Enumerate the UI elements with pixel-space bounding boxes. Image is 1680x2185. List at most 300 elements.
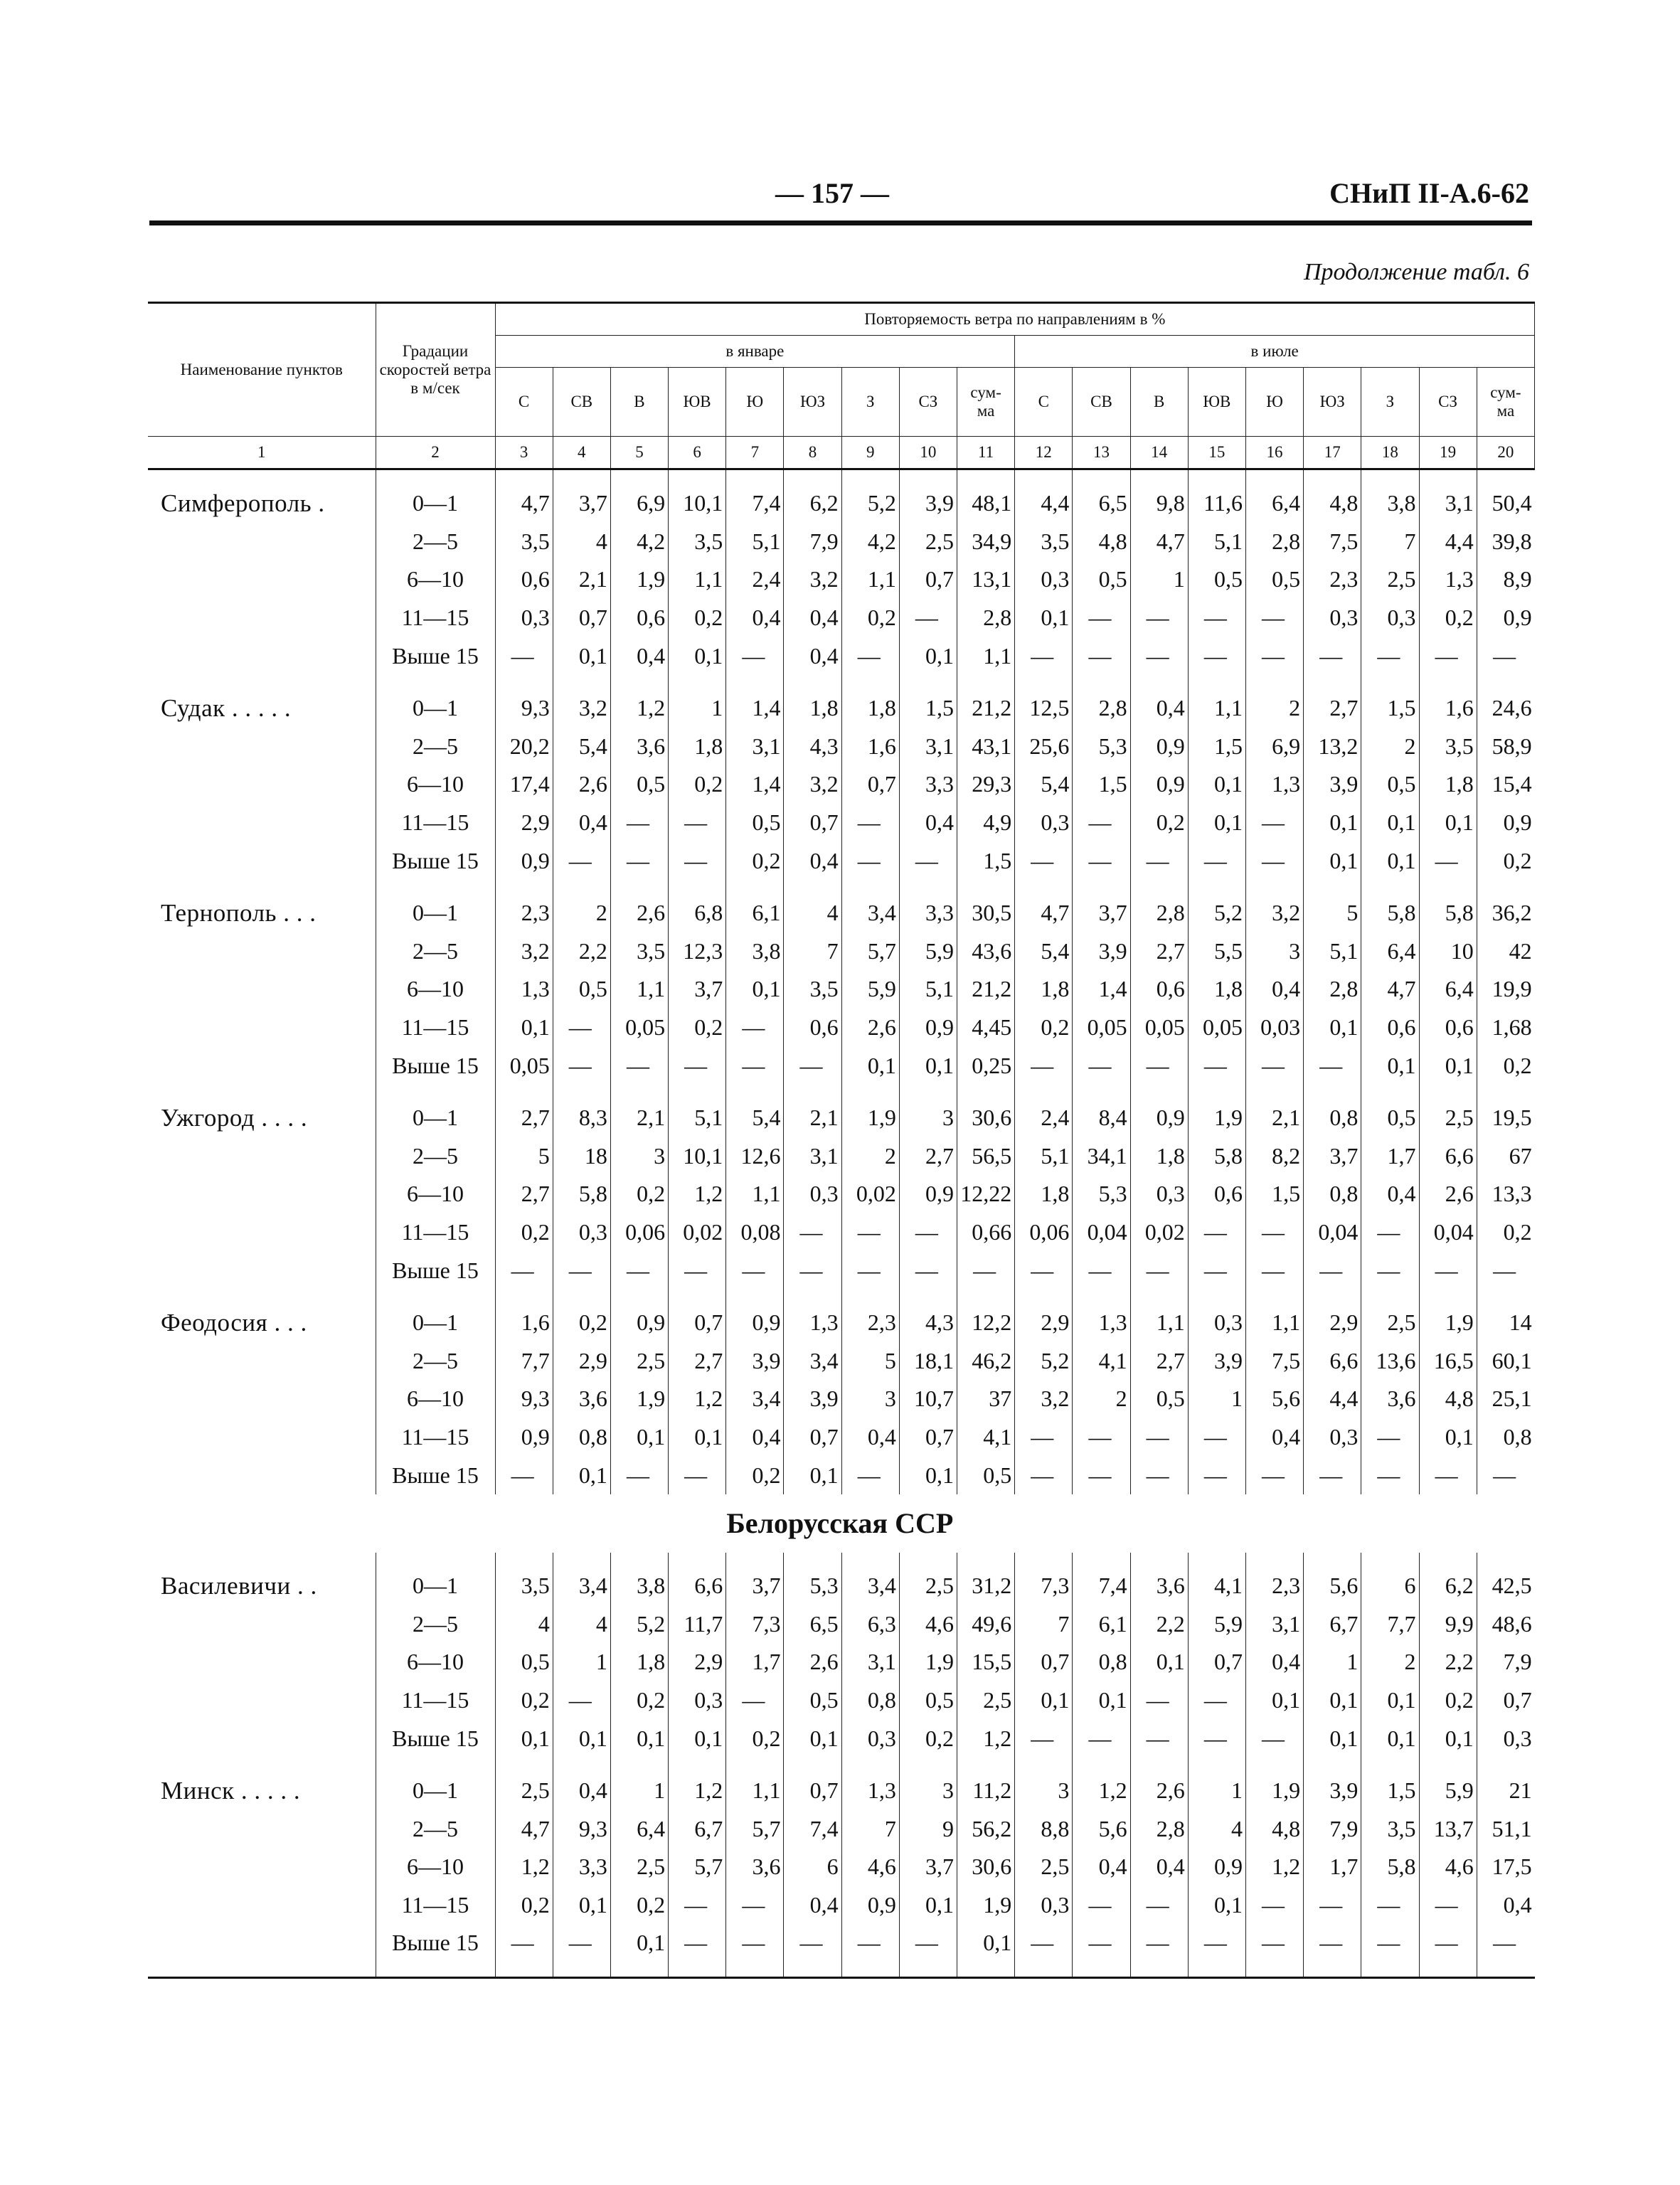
value-cell: — [669,841,726,880]
value-cell: — [841,804,899,842]
speed-gradation: 6—10 [376,970,495,1009]
value-cell: 6,7 [1304,1605,1361,1643]
value-cell: — [495,637,553,675]
value-cell: 2,1 [1245,1099,1303,1137]
value-cell: — [1073,599,1130,637]
value-cell: 0,3 [1015,560,1073,599]
header-direction: СЗ [899,368,957,437]
value-cell: 2,5 [1361,1304,1419,1342]
value-cell: 0,1 [1188,765,1245,804]
header-direction: СВ [553,368,610,437]
value-cell: 0,9 [899,1009,957,1047]
header-column-number: 7 [726,437,784,469]
value-cell: 3,5 [1419,728,1477,766]
value-cell: 4,1 [957,1418,1015,1457]
value-cell: 2,2 [553,932,610,971]
value-cell: 1,2 [1245,1848,1303,1886]
value-cell: 1 [1304,1643,1361,1681]
value-cell: 5,4 [1015,765,1073,804]
value-cell: 3,2 [495,932,553,971]
value-cell: 6,1 [726,894,784,932]
value-cell: 3,7 [669,970,726,1009]
station-name: Ужгород . . . . [161,1103,308,1132]
table-row [148,1418,1535,1457]
value-cell: 1,8 [1188,970,1245,1009]
table-header [148,303,1535,469]
value-cell: 0,5 [553,970,610,1009]
value-cell: 4 [553,1605,610,1643]
value-cell: 5,8 [1188,1137,1245,1176]
value-cell: 0,7 [1188,1643,1245,1681]
value-cell: 9,8 [1130,484,1188,523]
value-cell: 3 [899,1772,957,1810]
value-cell: 5,2 [610,1605,668,1643]
value-cell: 0,1 [669,637,726,675]
speed-gradation: 2—5 [376,1137,495,1176]
value-cell: — [553,1681,610,1720]
value-cell: 1,7 [1304,1848,1361,1886]
value-cell: 3 [841,1380,899,1418]
header-column-number: 1 [148,437,376,469]
value-cell: 3,5 [495,1567,553,1605]
value-cell: 36,2 [1477,894,1534,932]
value-cell: 5,7 [841,932,899,971]
value-cell: 0,2 [899,1719,957,1758]
value-cell: 0,1 [669,1418,726,1457]
value-cell: 1,1 [1245,1304,1303,1342]
value-cell: — [1188,1046,1245,1085]
value-cell: 2,7 [1130,932,1188,971]
speed-gradation: 6—10 [376,560,495,599]
value-cell: 6,6 [1304,1341,1361,1380]
value-cell: 2,3 [1245,1567,1303,1605]
value-cell: — [899,599,957,637]
value-cell: 8,9 [1477,560,1534,599]
value-cell: 3,5 [784,970,841,1009]
value-cell: 14 [1477,1304,1534,1342]
value-cell: 0,2 [1015,1009,1073,1047]
value-cell: 30,5 [957,894,1015,932]
value-cell: 0,3 [1304,1418,1361,1457]
value-cell: 0,8 [553,1418,610,1457]
value-cell: — [841,1251,899,1290]
value-cell: 0,3 [784,1175,841,1213]
table-row [148,1681,1535,1720]
speed-gradation: Выше 15 [376,1251,495,1290]
value-cell: 0,7 [784,804,841,842]
value-cell: — [1419,841,1477,880]
value-cell: 3,9 [899,484,957,523]
value-cell: — [841,1924,899,1962]
value-cell: 12,6 [726,1137,784,1176]
station-name-empty [148,1380,376,1418]
value-cell: 2,8 [957,599,1015,637]
header-direction: ЮЗ [784,368,841,437]
value-cell: — [1477,1251,1534,1290]
value-cell: 0,9 [1188,1848,1245,1886]
value-cell: 1 [553,1643,610,1681]
header-direction: СЗ [1419,368,1477,437]
station-name-empty [148,1213,376,1252]
value-cell: 2,3 [495,894,553,932]
value-cell: 7,9 [1304,1809,1361,1848]
value-cell: 2,2 [1130,1605,1188,1643]
value-cell: 1,3 [841,1772,899,1810]
value-cell: 7,4 [726,484,784,523]
value-cell: 1,1 [610,970,668,1009]
speed-gradation: 6—10 [376,1380,495,1418]
value-cell: 5,4 [1015,932,1073,971]
value-cell: — [1361,1213,1419,1252]
value-cell: 2,6 [784,1643,841,1681]
value-cell: — [899,1251,957,1290]
value-cell: 1,8 [610,1643,668,1681]
speed-gradation: 11—15 [376,1213,495,1252]
speed-gradation: 2—5 [376,932,495,971]
value-cell: — [1188,599,1245,637]
value-cell: — [1130,1924,1188,1962]
table-row [148,932,1535,971]
speed-gradation: 6—10 [376,1175,495,1213]
value-cell: 1,5 [957,841,1015,880]
value-cell: 0,1 [1304,804,1361,842]
table-row [148,1605,1535,1643]
value-cell: — [1477,1924,1534,1962]
value-cell: 1,4 [726,689,784,728]
table-row [148,894,1535,932]
value-cell: — [1304,1251,1361,1290]
value-cell: 6,2 [784,484,841,523]
value-cell: 0,06 [610,1213,668,1252]
header-column-number: 10 [899,437,957,469]
station-name-empty [148,1418,376,1457]
value-cell: 3,8 [610,1567,668,1605]
value-cell: 5,7 [669,1848,726,1886]
speed-gradation: 0—1 [376,1099,495,1137]
value-cell: 0,66 [957,1213,1015,1252]
header-direction: З [1361,368,1419,437]
value-cell: 4,4 [1304,1380,1361,1418]
value-cell: 3 [610,1137,668,1176]
value-cell: 0,8 [1304,1099,1361,1137]
value-cell: — [553,1924,610,1962]
value-cell: 0,3 [495,599,553,637]
value-cell: 3,3 [899,765,957,804]
station-name: Симферополь . [161,489,325,517]
value-cell: 0,3 [1477,1719,1534,1758]
value-cell: 0,1 [957,1924,1015,1962]
value-cell: 3,7 [553,484,610,523]
value-cell: 0,2 [726,1719,784,1758]
value-cell: — [495,1251,553,1290]
value-cell: 3,7 [899,1848,957,1886]
header-column-number: 2 [376,437,495,469]
header-direction: В [1130,368,1188,437]
speed-gradation: Выше 15 [376,1046,495,1085]
table-row [148,970,1535,1009]
value-cell: 0,4 [841,1418,899,1457]
value-cell: 3,7 [1304,1137,1361,1176]
value-cell: 1,8 [1015,1175,1073,1213]
value-cell: 0,9 [726,1304,784,1342]
value-cell: 1 [610,1772,668,1810]
value-cell: — [610,1456,668,1494]
value-cell: 19,9 [1477,970,1534,1009]
value-cell: 1,6 [495,1304,553,1342]
value-cell: 1,8 [784,689,841,728]
value-cell: 0,05 [610,1009,668,1047]
station-name-empty [148,765,376,804]
value-cell: 2,8 [1130,894,1188,932]
table-row [148,1009,1535,1047]
value-cell: 7,3 [726,1605,784,1643]
value-cell: 0,2 [669,1009,726,1047]
value-cell: — [1245,1046,1303,1085]
value-cell: 1,5 [1073,765,1130,804]
value-cell: 0,1 [784,1456,841,1494]
value-cell: 0,7 [841,765,899,804]
header-column-number: 11 [957,437,1015,469]
table-row [148,1772,1535,1810]
value-cell: 0,1 [784,1719,841,1758]
value-cell: 7,7 [1361,1605,1419,1643]
value-cell: — [726,1046,784,1085]
value-cell: 4 [784,894,841,932]
value-cell: 3,8 [1361,484,1419,523]
value-cell: — [841,1213,899,1252]
value-cell: 0,1 [899,1886,957,1925]
value-cell: 48,1 [957,484,1015,523]
value-cell: 4,1 [1188,1567,1245,1605]
table-row [148,1456,1535,1494]
value-cell: 12,22 [957,1175,1015,1213]
value-cell: 6,4 [1245,484,1303,523]
table-row [148,637,1535,675]
station-name-empty [148,1886,376,1925]
value-cell: — [1245,637,1303,675]
value-cell: — [1245,1924,1303,1962]
value-cell: — [1188,841,1245,880]
value-cell: 1,2 [669,1772,726,1810]
value-cell: 0,4 [553,804,610,842]
station-name-empty [148,1251,376,1290]
header-column-number: 5 [610,437,668,469]
value-cell: 0,2 [495,1681,553,1720]
value-cell: 2,8 [1073,689,1130,728]
value-cell: 4,8 [1304,484,1361,523]
value-cell: — [1304,1886,1361,1925]
value-cell: 5,9 [841,970,899,1009]
header-direction: СВ [1073,368,1130,437]
table-body [148,469,1535,1978]
value-cell: 0,3 [1188,1304,1245,1342]
value-cell: — [1245,1719,1303,1758]
station-name-empty [148,970,376,1009]
header-column-number: 8 [784,437,841,469]
value-cell: 0,1 [1419,1418,1477,1457]
value-cell: 0,4 [784,637,841,675]
value-cell: — [726,1886,784,1925]
value-cell: — [669,1046,726,1085]
header-column-number: 14 [1130,437,1188,469]
value-cell: — [1361,1456,1419,1494]
value-cell: 20,2 [495,728,553,766]
speed-gradation: Выше 15 [376,1456,495,1494]
value-cell: 0,4 [726,599,784,637]
value-cell: 0,4 [1245,1418,1303,1457]
table-row [148,765,1535,804]
value-cell: — [1015,1251,1073,1290]
value-cell: 3,1 [726,728,784,766]
value-cell: 8,3 [553,1099,610,1137]
value-cell: — [899,1213,957,1252]
value-cell: — [1477,1456,1534,1494]
value-cell: 0,5 [957,1456,1015,1494]
station-name-empty [148,804,376,842]
value-cell: 0,4 [1073,1848,1130,1886]
table-row [148,599,1535,637]
value-cell: 30,6 [957,1099,1015,1137]
value-cell: — [1073,1719,1130,1758]
value-cell: 0,9 [495,841,553,880]
value-cell: — [669,1456,726,1494]
station-name-empty [148,1924,376,1962]
value-cell: 19,5 [1477,1099,1534,1137]
value-cell: 43,1 [957,728,1015,766]
value-cell: 2,5 [610,1341,668,1380]
value-cell: — [1188,1924,1245,1962]
value-cell: 5 [495,1137,553,1176]
value-cell: 0,1 [1304,1681,1361,1720]
value-cell: 5,3 [1073,1175,1130,1213]
station-name: Минск . . . . . [161,1776,301,1804]
value-cell: 6,2 [1419,1567,1477,1605]
value-cell: 1,8 [1419,765,1477,804]
value-cell: 7 [784,932,841,971]
value-cell: 0,5 [495,1643,553,1681]
value-cell: 18 [553,1137,610,1176]
value-cell: 21 [1477,1772,1534,1810]
speed-gradation: 2—5 [376,523,495,561]
value-cell: — [495,1924,553,1962]
value-cell: 0,1 [495,1009,553,1047]
value-cell: 0,2 [1419,1681,1477,1720]
value-cell: 4,45 [957,1009,1015,1047]
speed-gradation: 11—15 [376,1009,495,1047]
value-cell: — [1073,1251,1130,1290]
value-cell: 9,3 [495,1380,553,1418]
value-cell: — [1015,1046,1073,1085]
value-cell: — [726,1009,784,1047]
value-cell: 0,02 [669,1213,726,1252]
value-cell: 0,9 [495,1418,553,1457]
speed-gradation: 0—1 [376,894,495,932]
value-cell: 6,9 [610,484,668,523]
value-cell: 2,2 [1419,1643,1477,1681]
table-row [148,1809,1535,1848]
value-cell: 2,8 [1304,970,1361,1009]
value-cell: 13,1 [957,560,1015,599]
value-cell: 1 [1188,1380,1245,1418]
value-cell: 1,68 [1477,1009,1534,1047]
value-cell: — [1188,1456,1245,1494]
value-cell: 8,2 [1245,1137,1303,1176]
value-cell: — [1073,804,1130,842]
value-cell: 2,3 [841,1304,899,1342]
value-cell: — [726,1924,784,1962]
value-cell: 2,8 [1245,523,1303,561]
value-cell: 0,9 [1477,599,1534,637]
header-direction: С [1015,368,1073,437]
value-cell: 3,2 [784,560,841,599]
value-cell: 0,1 [610,1418,668,1457]
value-cell: 5,8 [553,1175,610,1213]
value-cell: 0,2 [1419,599,1477,637]
header-grad-column: Градации скоростей ветра в м/сек [376,303,495,437]
value-cell: 3,5 [495,523,553,561]
value-cell: 6,6 [669,1567,726,1605]
value-cell: 5,4 [726,1099,784,1137]
value-cell: 3,4 [784,1341,841,1380]
value-cell: 0,7 [669,1304,726,1342]
table-row [148,841,1535,880]
value-cell: 39,8 [1477,523,1534,561]
value-cell: — [1419,637,1477,675]
value-cell: 21,2 [957,689,1015,728]
value-cell: 0,4 [1245,1643,1303,1681]
value-cell: 0,2 [1477,841,1534,880]
value-cell: 7 [1361,523,1419,561]
value-cell: 6,6 [1419,1137,1477,1176]
header-column-number: 20 [1477,437,1534,469]
value-cell: 6,4 [610,1809,668,1848]
value-cell: 1,2 [610,689,668,728]
value-cell: 50,4 [1477,484,1534,523]
value-cell: 3,1 [1419,484,1477,523]
value-cell: — [1419,1924,1477,1962]
value-cell: 0,5 [1245,560,1303,599]
value-cell: 1 [1130,560,1188,599]
value-cell: 5,3 [1073,728,1130,766]
value-cell: 4,6 [841,1848,899,1886]
value-cell: 2,5 [957,1681,1015,1720]
value-cell: 3,2 [784,765,841,804]
value-cell: — [610,1046,668,1085]
value-cell: — [1073,1418,1130,1457]
value-cell: 2,6 [1419,1175,1477,1213]
speed-gradation: 2—5 [376,1341,495,1380]
value-cell: 2,1 [784,1099,841,1137]
value-cell: 1,4 [1073,970,1130,1009]
value-cell: 0,2 [841,599,899,637]
value-cell: 0,1 [1304,1719,1361,1758]
header-column-number: 18 [1361,437,1419,469]
value-cell: 1,5 [1361,1772,1419,1810]
value-cell: 0,4 [784,1886,841,1925]
value-cell: 4,8 [1419,1380,1477,1418]
value-cell: 0,5 [1073,560,1130,599]
value-cell: 0,4 [1130,689,1188,728]
value-cell: 34,9 [957,523,1015,561]
value-cell: 3,9 [1073,932,1130,971]
value-cell: 2,5 [495,1772,553,1810]
value-cell: 12,5 [1015,689,1073,728]
station-name: Судак . . . . . [161,693,292,722]
value-cell: — [1188,637,1245,675]
value-cell: 0,3 [1361,599,1419,637]
station-name-empty [148,728,376,766]
value-cell: 0,4 [1361,1175,1419,1213]
